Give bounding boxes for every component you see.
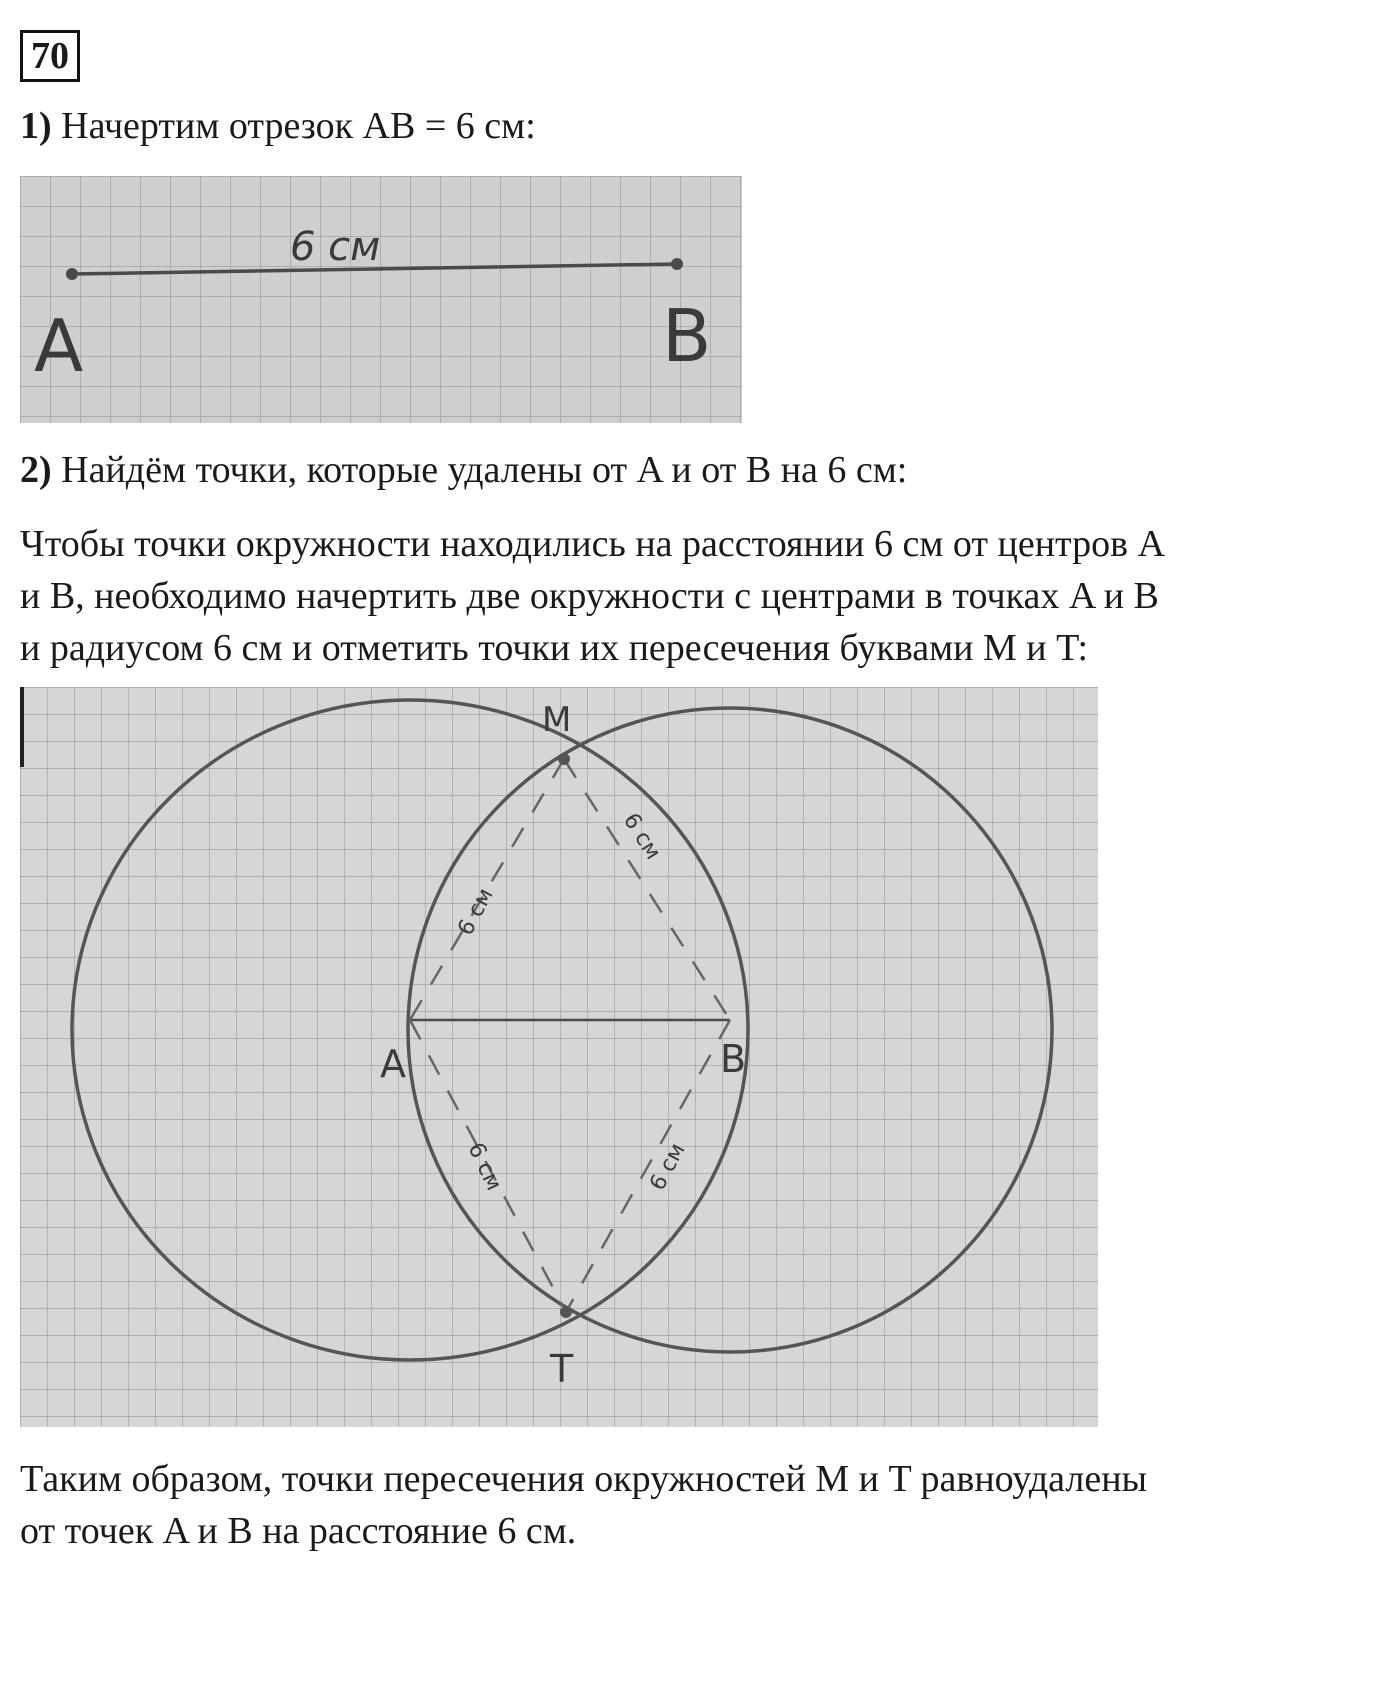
explanation-line-3: и радиусом 6 см и отметить точки их пересечения буквами M и T:: [20, 627, 1089, 669]
step1-text: Начертим отрезок AB = 6 см:: [51, 105, 536, 147]
figure-segment-ab: [20, 176, 742, 423]
point-a: [66, 268, 78, 280]
step2-number: 2): [20, 449, 52, 491]
label-b: B: [662, 294, 712, 378]
segment-label: 6 см: [290, 224, 381, 270]
label-b: B: [720, 1037, 747, 1081]
point-t: [560, 1306, 572, 1318]
problem-number: 70: [20, 30, 80, 82]
step2-heading: [20, 444, 907, 496]
step1-heading: [20, 100, 536, 152]
conclusion-line-1: Таким образом, точки пересечения окружностей M и T равноудалены: [20, 1458, 1148, 1500]
point-b: [671, 258, 683, 270]
side-label-mb: 6 см: [617, 808, 666, 865]
explanation-line-1: Чтобы точки окружности находились на расстоянии 6 см от центров A: [20, 523, 1166, 565]
conclusion-line-2: от точек A и B на расстояние 6 см.: [20, 1510, 577, 1552]
side-label-ma: 6 см: [453, 884, 499, 940]
label-m: M: [542, 700, 572, 740]
step1-number: 1): [20, 105, 52, 147]
explanation-line-2: и B, необходимо начертить две окружности с центрами в точках A и B: [20, 575, 1159, 617]
label-t: T: [550, 1347, 574, 1391]
point-m: [558, 753, 570, 765]
side-label-at: 6 см: [462, 1138, 507, 1195]
side-label-bt: 6 см: [645, 1139, 691, 1195]
figure-circles: [20, 687, 1098, 1427]
label-a: A: [380, 1042, 406, 1086]
step2-text: Найдём точки, которые удалены от A и от B на 6 см:: [51, 449, 908, 491]
label-a: A: [34, 304, 84, 388]
